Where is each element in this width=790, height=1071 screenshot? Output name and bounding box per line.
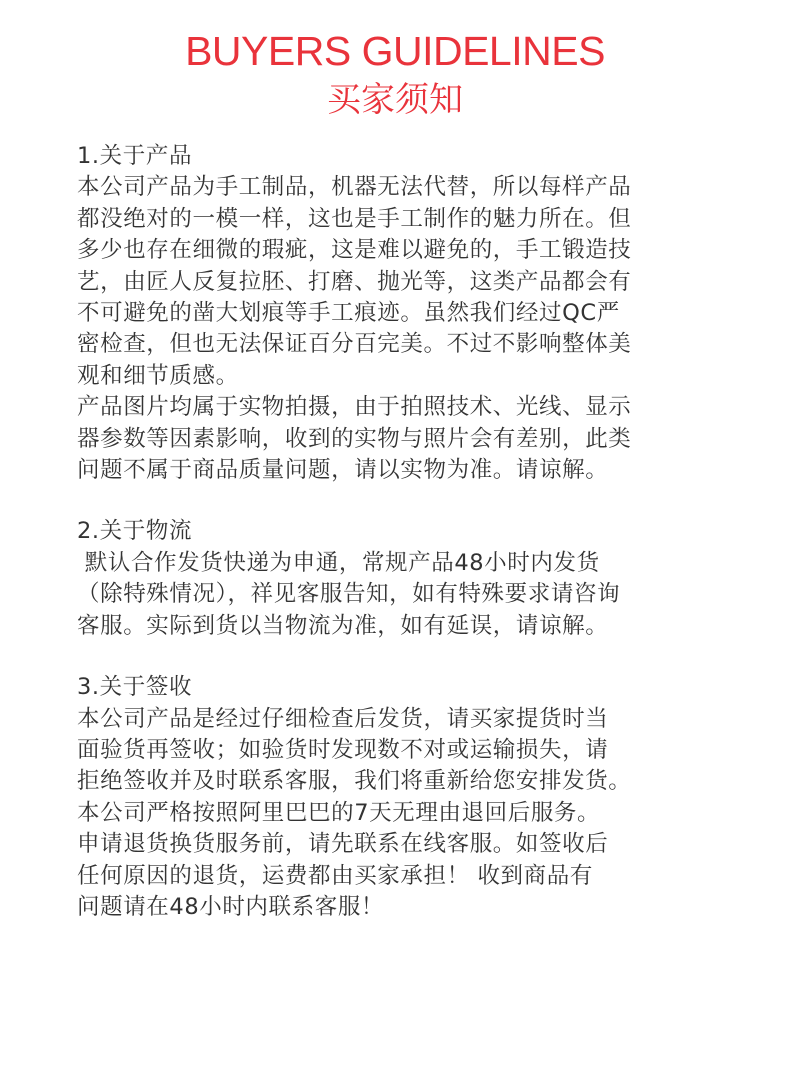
paragraph-line: （除特殊情况），祥见客服告知，如有特殊要求请咨询 [77,581,621,608]
paragraph-line: 不可避免的凿大划痕等手工痕迹。虽然我们经过QC严 [77,300,620,327]
paragraph-line: 申请退货换货服务前，请先联系在线客服。如签收后 [77,831,609,858]
paragraph-line: 本公司产品为手工制品，机器无法代替，所以每样产品 [77,174,632,201]
paragraph-line: 面验货再签收；如验货时发现数不对或运输损失，请 [77,736,609,763]
paragraph-line: 本公司产品是经过仔细检查后发货，请买家提货时当 [77,705,609,732]
page-title-chinese: 买家须知 [327,80,463,120]
paragraph-line: 默认合作发货快递为申通，常规产品48小时内发货 [77,549,600,576]
paragraph-line: 拒绝签收并及时联系客服，我们将重新给您安排发货。 [77,768,632,795]
paragraph-line: 密检查，但也无法保证百分百完美。不过不影响整体美 [77,331,632,358]
paragraph-line: 器参数等因素影响，收到的实物与照片会有差别，此类 [77,425,632,452]
section-heading: 1.关于产品 [77,143,193,169]
section-about-logistics [77,516,767,642]
paragraph-line: 任何原因的退货，运费都由买家承担！ 收到商品有 [77,862,593,889]
paragraph-line: 都没绝对的一模一样，这也是手工制作的魅力所在。但 [77,205,632,232]
paragraph-line: 客服。实际到货以当物流为准，如有延误，请谅解。 [77,612,609,639]
section-about-receipt [77,672,767,923]
section-heading: 2.关于物流 [77,518,193,545]
guidelines-content [77,141,767,953]
paragraph-line: 艺，由匠人反复拉胚、打磨、抛光等，这类产品都会有 [77,268,632,295]
section-about-products [77,141,767,486]
paragraph-line: 问题不属于商品质量问题，请以实物为准。请谅解。 [77,457,609,484]
paragraph-line: 本公司严格按照阿里巴巴的7天无理由退回后服务。 [77,799,601,826]
paragraph-line: 问题请在48小时内联系客服！ [77,893,385,920]
paragraph-line: 产品图片均属于实物拍摄，由于拍照技术、光线、显示 [77,394,632,421]
section-heading: 3.关于签收 [77,674,193,701]
page-title-english: BUYERS GUIDELINES [185,28,605,74]
page-header [0,26,790,123]
paragraph-line: 观和细节质感。 [77,362,239,389]
paragraph-line: 多少也存在细微的瑕疵，这是难以避免的，手工锻造技 [77,237,632,264]
